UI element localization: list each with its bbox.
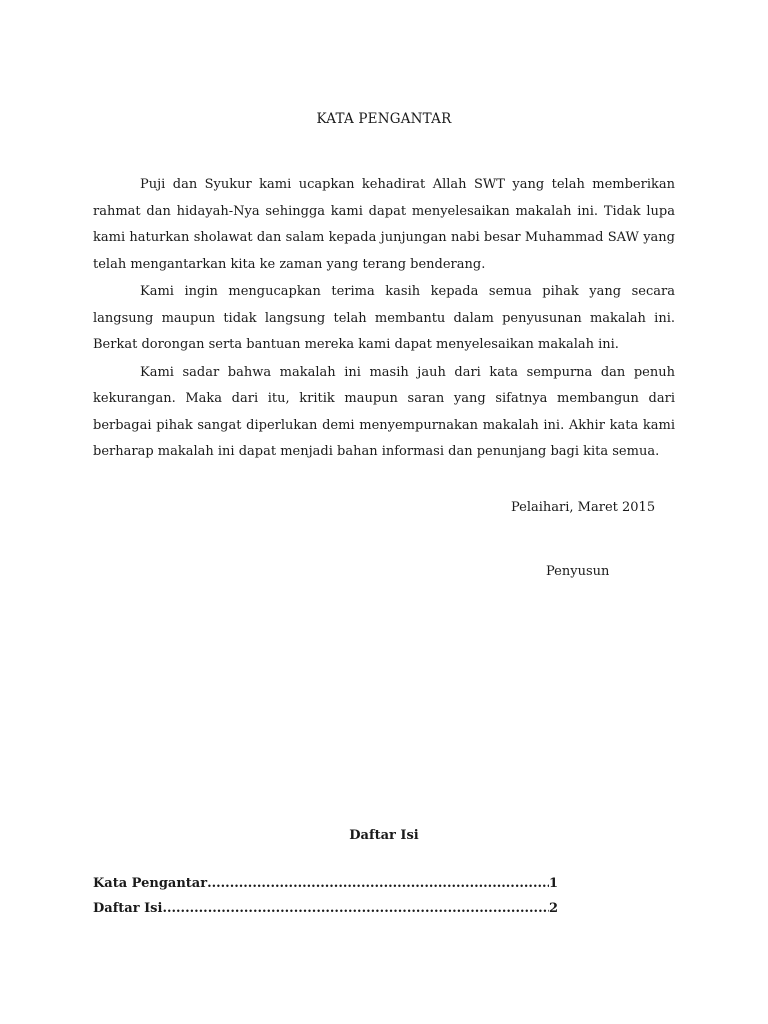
foreword-body <box>93 172 675 467</box>
toc-entry-label: Daftar Isi <box>93 901 163 916</box>
paragraph: Puji dan Syukur kami ucapkan kehadirat Allah SWT yang telah memberikan rahmat dan hidayah-Nya sehingga kami dapat menyelesaikan makalah ini. Tidak lupa kami haturkan sholawat dan salam kepada junjungan nabi besar Muhammad SAW yang telah mengantarkan kita ke zaman yang terang benderang. <box>93 177 675 272</box>
paragraph: Kami ingin mengucapkan terima kasih kepada semua pihak yang secara langsung maupun tidak langsung telah membantu dalam penyusunan makalah ini. Berkat dorongan serta bantuan mereka kami dapat menyelesaikan makalah ini. <box>93 284 675 352</box>
toc-entry-page: 1 <box>548 876 558 891</box>
table-of-contents <box>93 876 558 926</box>
place-date: Pelaihari, Maret 2015 <box>511 500 656 515</box>
page-title: KATA PENGANTAR <box>316 111 452 127</box>
toc-entry-page: 2 <box>548 901 558 916</box>
toc-title: Daftar Isi <box>349 828 419 843</box>
author-signature: Penyusun <box>546 564 610 579</box>
toc-dot-leader <box>207 876 549 891</box>
toc-entry <box>93 901 558 926</box>
toc-entry-label: Kata Pengantar <box>93 876 208 891</box>
toc-dot-leader <box>162 901 549 916</box>
paragraph: Kami sadar bahwa makalah ini masih jauh dari kata sempurna dan penuh kekurangan. Maka dari itu, kritik maupun saran yang sifatnya membangun dari berbagai pihak sangat diperlukan demi menyempurnakan makalah ini. Akhir kata kami berharap makalah ini dapat menjadi bahan informasi dan penunjang bagi kita semua. <box>93 364 675 459</box>
toc-entry <box>93 876 558 901</box>
